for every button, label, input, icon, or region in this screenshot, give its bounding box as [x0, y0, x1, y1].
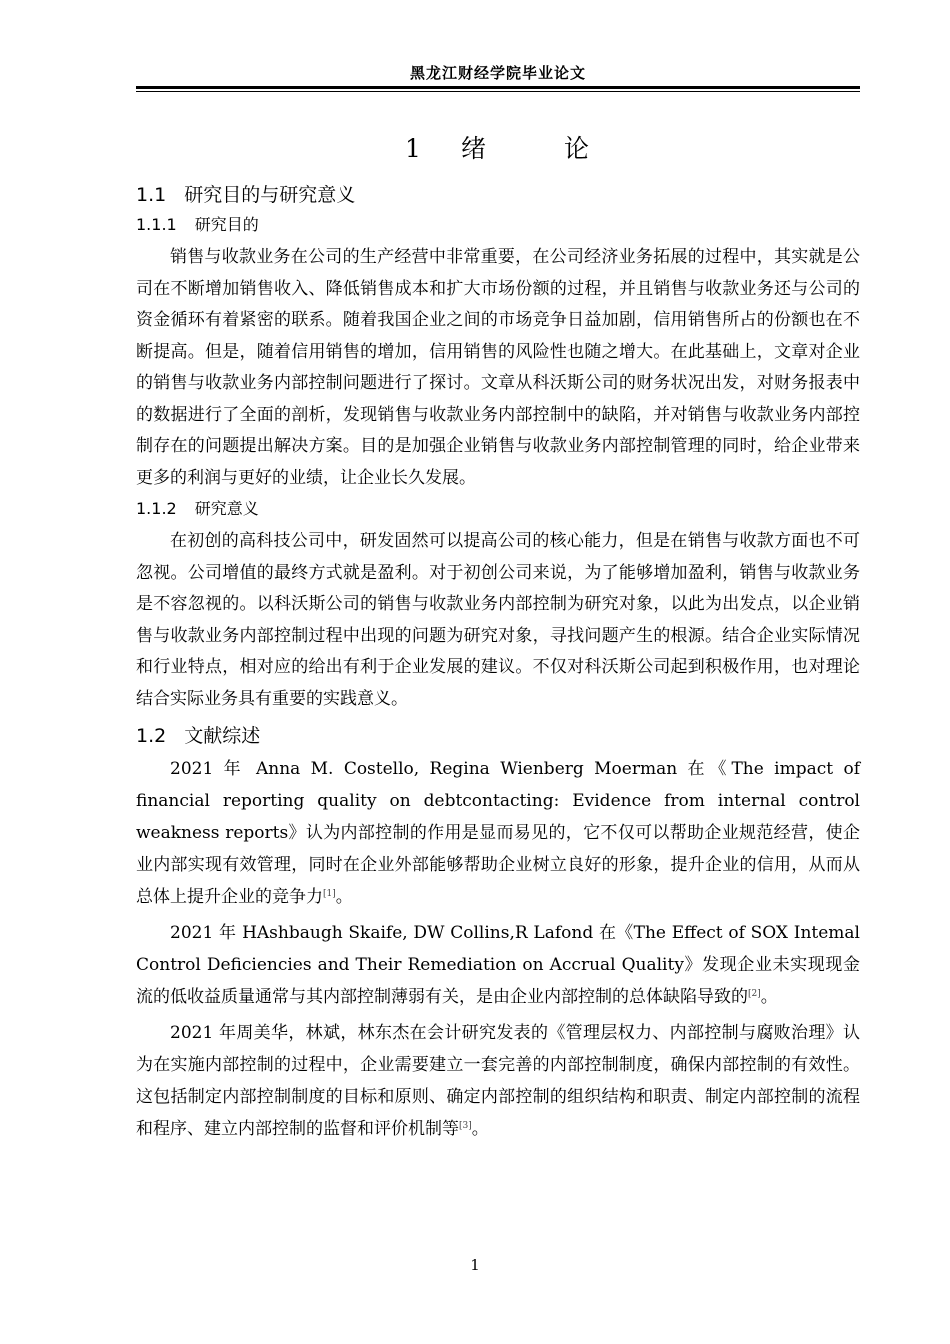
subsection-number: 1.1.1 [136, 215, 177, 234]
chapter-title-part2: 论 [563, 134, 591, 163]
literature-text: 2021 年 HAshbaugh Skaife, DW Collins,R Lafond 在《The Effect of SOX Intemal Control Deficiencies and Their Remediation on Accrual Quality》发现企业未实现现金流的低收益质量通常与其内部控制薄弱有关，是由企业内部控制的总体缺陷导致的 [136, 923, 860, 1007]
paragraph-literature-2 [136, 917, 860, 1013]
literature-end: 。 [335, 887, 353, 907]
page-body [136, 128, 860, 1149]
citation-ref: [1] [323, 889, 336, 899]
page-number: 1 [470, 1256, 480, 1274]
header-rule-thin [136, 91, 860, 92]
chapter-number: 1 [405, 134, 423, 163]
subsection-heading-1-1-1 [136, 212, 860, 238]
citation-ref: [3] [459, 1121, 472, 1131]
literature-end: 。 [760, 987, 778, 1007]
subsection-number: 1.1.2 [136, 499, 177, 518]
paragraph-literature-1 [136, 753, 860, 913]
section-number: 1.2 [136, 725, 167, 747]
subsection-heading-1-1-2 [136, 496, 860, 522]
section-heading-1-1 [136, 180, 860, 210]
paragraph-research-significance: 在初创的高科技公司中，研发固然可以提高公司的核心能力，但是在销售与收款方面也不可忽视。公司增值的最终方式就是盈利。对于初创公司来说，为了能够增加盈利，销售与收款业务是不容忽视的。以科沃斯公司的销售与收款业务内部控制为研究对象，以此为出发点，以企业销售与收款业务内部控制过程中出现的问题为研究对象，寻找问题产生的根源。结合企业实际情况和行业特点，相对应的给出有利于企业发展的建议。不仅对科沃斯公司起到积极作用，也对理论结合实际业务具有重要的实践意义。 [136, 531, 860, 709]
subsection-title: 研究目的 [194, 215, 259, 234]
section-title: 研究目的与研究意义 [184, 184, 356, 206]
section-heading-1-2 [136, 721, 860, 751]
citation-ref: [2] [748, 989, 761, 999]
paragraph-research-purpose: 销售与收款业务在公司的生产经营中非常重要，在公司经济业务拓展的过程中，其实就是公司在不断增加销售收入、降低销售成本和扩大市场份额的过程，并且销售与收款业务还与公司的资金循环有着紧密的联系。随着我国企业之间的市场竞争日益加剧，信用销售所占的份额也在不断提高。但是，随着信用销售的增加，信用销售的风险性也随之增大。在此基础上，文章对企业的销售与收款业务内部控制问题进行了探讨。文章从科沃斯公司的财务状况出发，对财务报表中的数据进行了全面的剖析，发现销售与收款业务内部控制中的缺陷，并对销售与收款业务内部控制存在的问题提出解决方案。目的是加强企业销售与收款业务内部控制管理的同时，给企业带来更多的利润与更好的业绩，让企业长久发展。 [136, 247, 860, 488]
paragraph-literature-3 [136, 1017, 860, 1145]
running-header: 黑龙江财经学院毕业论文 [409, 64, 586, 82]
subsection-title: 研究意义 [194, 499, 259, 518]
chapter-title-part1: 绪 [460, 134, 488, 163]
literature-text: 2021 年周美华，林斌，林东杰在会计研究发表的《管理层权力、内部控制与腐败治理》认为在实施内部控制的过程中，企业需要建立一套完善的内部控制制度，确保内部控制的有效性。这包括制定内部控制制度的目标和原则、确定内部控制的组织结构和职责、制定内部控制的流程和程序、建立内部控制的监督和评价机制等 [136, 1023, 860, 1139]
literature-end: 。 [471, 1119, 489, 1139]
literature-text: 2021 年 Anna M. Costello, Regina Wienberg Moerman 在《The impact of financial reporting quality on debtcontacting: Evidence from internal control weakness reports》认为内部控制的作用是显而易见的，它不仅可以帮助企业规范经营，使企业内部实现有效管理，同时在企业外部能够帮助企业树立良好的形象，提升企业的信用，从而从总体上提升企业的竞争力 [136, 759, 860, 907]
section-number: 1.1 [136, 184, 167, 206]
header-rule-thick [136, 86, 860, 89]
chapter-title [136, 128, 860, 170]
section-title: 文献综述 [184, 725, 261, 747]
